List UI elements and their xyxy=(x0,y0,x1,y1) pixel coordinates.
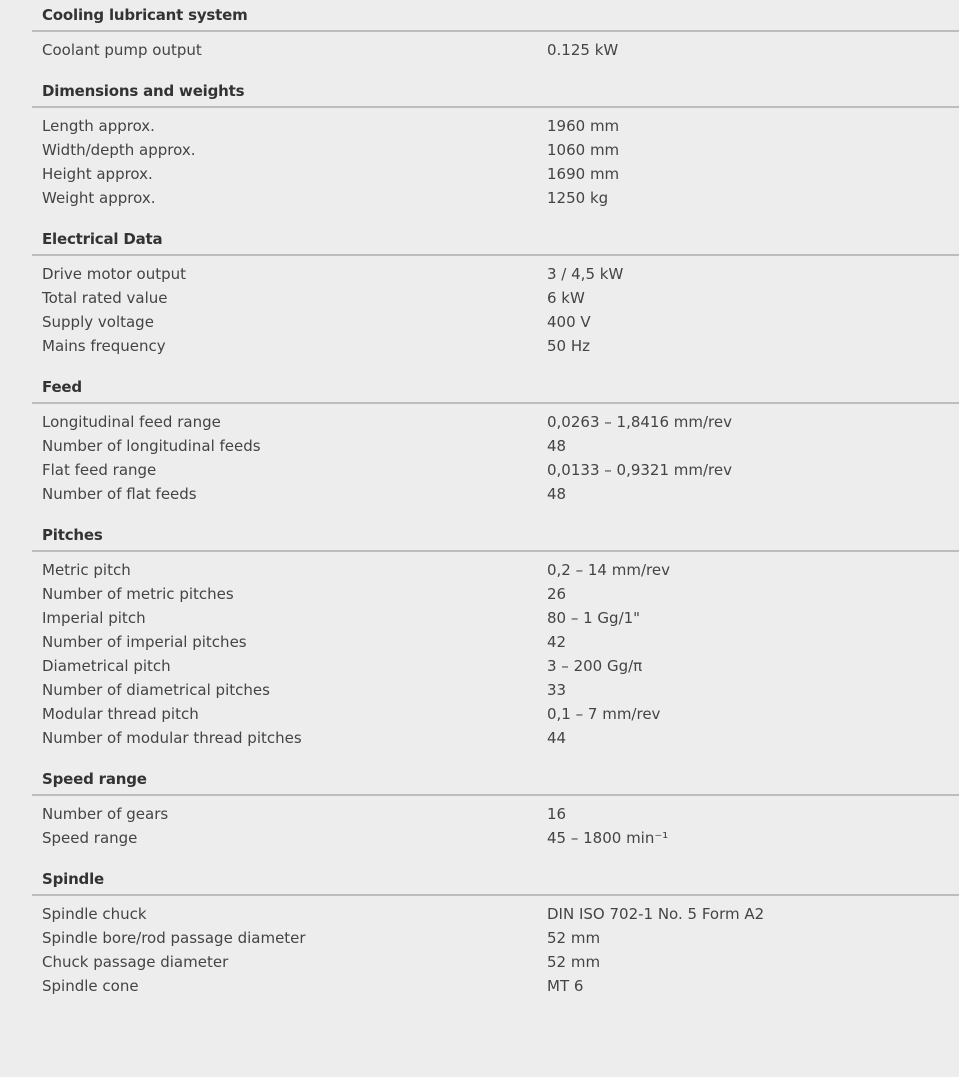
spec-section xyxy=(32,372,959,520)
spec-value: 16 xyxy=(547,805,567,823)
spec-row xyxy=(32,726,959,750)
section-spacer xyxy=(32,62,959,76)
spec-row xyxy=(32,974,959,998)
spec-row xyxy=(32,654,959,678)
spec-row xyxy=(32,310,959,334)
spec-row xyxy=(32,606,959,630)
spec-section xyxy=(32,864,959,1012)
spec-label: Number of diametrical pitches xyxy=(42,681,270,699)
spec-label: Width/depth approx. xyxy=(42,141,196,159)
spec-value: 400 V xyxy=(547,313,591,331)
spec-value: 44 xyxy=(547,729,567,747)
section-spacer xyxy=(32,210,959,224)
spec-value: 0,0133 – 0,9321 mm/rev xyxy=(547,461,732,479)
spec-label: Mains frequency xyxy=(42,337,166,355)
spec-row xyxy=(32,678,959,702)
spec-row xyxy=(32,334,959,358)
spec-label: Supply voltage xyxy=(42,313,154,331)
section-rows xyxy=(32,108,959,210)
section-heading: Cooling lubricant system xyxy=(32,0,959,32)
spec-label: Number of metric pitches xyxy=(42,585,234,603)
spec-value: 80 – 1 Gg/1" xyxy=(547,609,641,627)
spec-row xyxy=(32,482,959,506)
spec-row xyxy=(32,902,959,926)
section-heading: Dimensions and weights xyxy=(32,76,959,108)
spec-label: Length approx. xyxy=(42,117,155,135)
specifications-table xyxy=(32,0,959,1012)
spec-section xyxy=(32,76,959,224)
spec-row xyxy=(32,410,959,434)
spec-section xyxy=(32,520,959,764)
section-heading: Electrical Data xyxy=(32,224,959,256)
section-spacer xyxy=(32,750,959,764)
spec-row xyxy=(32,826,959,850)
section-rows xyxy=(32,796,959,850)
spec-label: Number of modular thread pitches xyxy=(42,729,302,747)
spec-label: Number of longitudinal feeds xyxy=(42,437,261,455)
spec-value: 48 xyxy=(547,437,567,455)
section-heading: Pitches xyxy=(32,520,959,552)
section-spacer xyxy=(32,506,959,520)
spec-label: Modular thread pitch xyxy=(42,705,199,723)
spec-label: Spindle cone xyxy=(42,977,139,995)
spec-row xyxy=(32,458,959,482)
spec-label: Imperial pitch xyxy=(42,609,146,627)
spec-value: 45 – 1800 min⁻¹ xyxy=(547,829,669,847)
spec-value: 1960 mm xyxy=(547,117,620,135)
section-rows xyxy=(32,404,959,506)
spec-label: Spindle bore/rod passage diameter xyxy=(42,929,306,947)
spec-label: Number of flat feeds xyxy=(42,485,197,503)
spec-value: 33 xyxy=(547,681,567,699)
spec-section xyxy=(32,0,959,76)
spec-value: 1250 kg xyxy=(547,189,609,207)
spec-section xyxy=(32,764,959,864)
spec-label: Height approx. xyxy=(42,165,153,183)
spec-value: 52 mm xyxy=(547,929,601,947)
spec-value: 0,0263 – 1,8416 mm/rev xyxy=(547,413,732,431)
spec-row xyxy=(32,186,959,210)
spec-row xyxy=(32,926,959,950)
spec-label: Weight approx. xyxy=(42,189,156,207)
spec-value: 1690 mm xyxy=(547,165,620,183)
spec-section xyxy=(32,224,959,372)
spec-row xyxy=(32,38,959,62)
spec-label: Coolant pump output xyxy=(42,41,202,59)
spec-label: Longitudinal feed range xyxy=(42,413,221,431)
spec-value: 3 / 4,5 kW xyxy=(547,265,624,283)
spec-value: 42 xyxy=(547,633,567,651)
spec-row xyxy=(32,802,959,826)
section-rows xyxy=(32,32,959,62)
section-heading: Spindle xyxy=(32,864,959,896)
spec-label: Metric pitch xyxy=(42,561,131,579)
spec-value: DIN ISO 702-1 No. 5 Form A2 xyxy=(547,905,765,923)
section-spacer xyxy=(32,998,959,1012)
spec-row xyxy=(32,558,959,582)
section-spacer xyxy=(32,850,959,864)
spec-value: 50 Hz xyxy=(547,337,591,355)
spec-row xyxy=(32,114,959,138)
section-spacer xyxy=(32,358,959,372)
spec-row xyxy=(32,286,959,310)
section-rows xyxy=(32,896,959,998)
spec-value: 1060 mm xyxy=(547,141,620,159)
spec-row xyxy=(32,950,959,974)
spec-value: 0,2 – 14 mm/rev xyxy=(547,561,670,579)
spec-value: 0,1 – 7 mm/rev xyxy=(547,705,661,723)
spec-value: 26 xyxy=(547,585,567,603)
spec-row xyxy=(32,630,959,654)
spec-row xyxy=(32,138,959,162)
spec-value: MT 6 xyxy=(547,977,584,995)
spec-value: 6 kW xyxy=(547,289,585,307)
spec-value: 48 xyxy=(547,485,567,503)
spec-label: Diametrical pitch xyxy=(42,657,171,675)
spec-label: Spindle chuck xyxy=(42,905,147,923)
spec-label: Total rated value xyxy=(42,289,168,307)
spec-value: 3 – 200 Gg/π xyxy=(547,657,643,675)
spec-label: Drive motor output xyxy=(42,265,187,283)
spec-value: 52 mm xyxy=(547,953,601,971)
spec-row xyxy=(32,582,959,606)
section-heading: Speed range xyxy=(32,764,959,796)
spec-label: Number of imperial pitches xyxy=(42,633,247,651)
spec-row xyxy=(32,434,959,458)
section-rows xyxy=(32,552,959,750)
spec-row xyxy=(32,702,959,726)
spec-label: Flat feed range xyxy=(42,461,157,479)
spec-row xyxy=(32,262,959,286)
section-rows xyxy=(32,256,959,358)
spec-label: Speed range xyxy=(42,829,138,847)
spec-value: 0.125 kW xyxy=(547,41,619,59)
spec-label: Chuck passage diameter xyxy=(42,953,229,971)
spec-row xyxy=(32,162,959,186)
spec-label: Number of gears xyxy=(42,805,169,823)
section-heading: Feed xyxy=(32,372,959,404)
